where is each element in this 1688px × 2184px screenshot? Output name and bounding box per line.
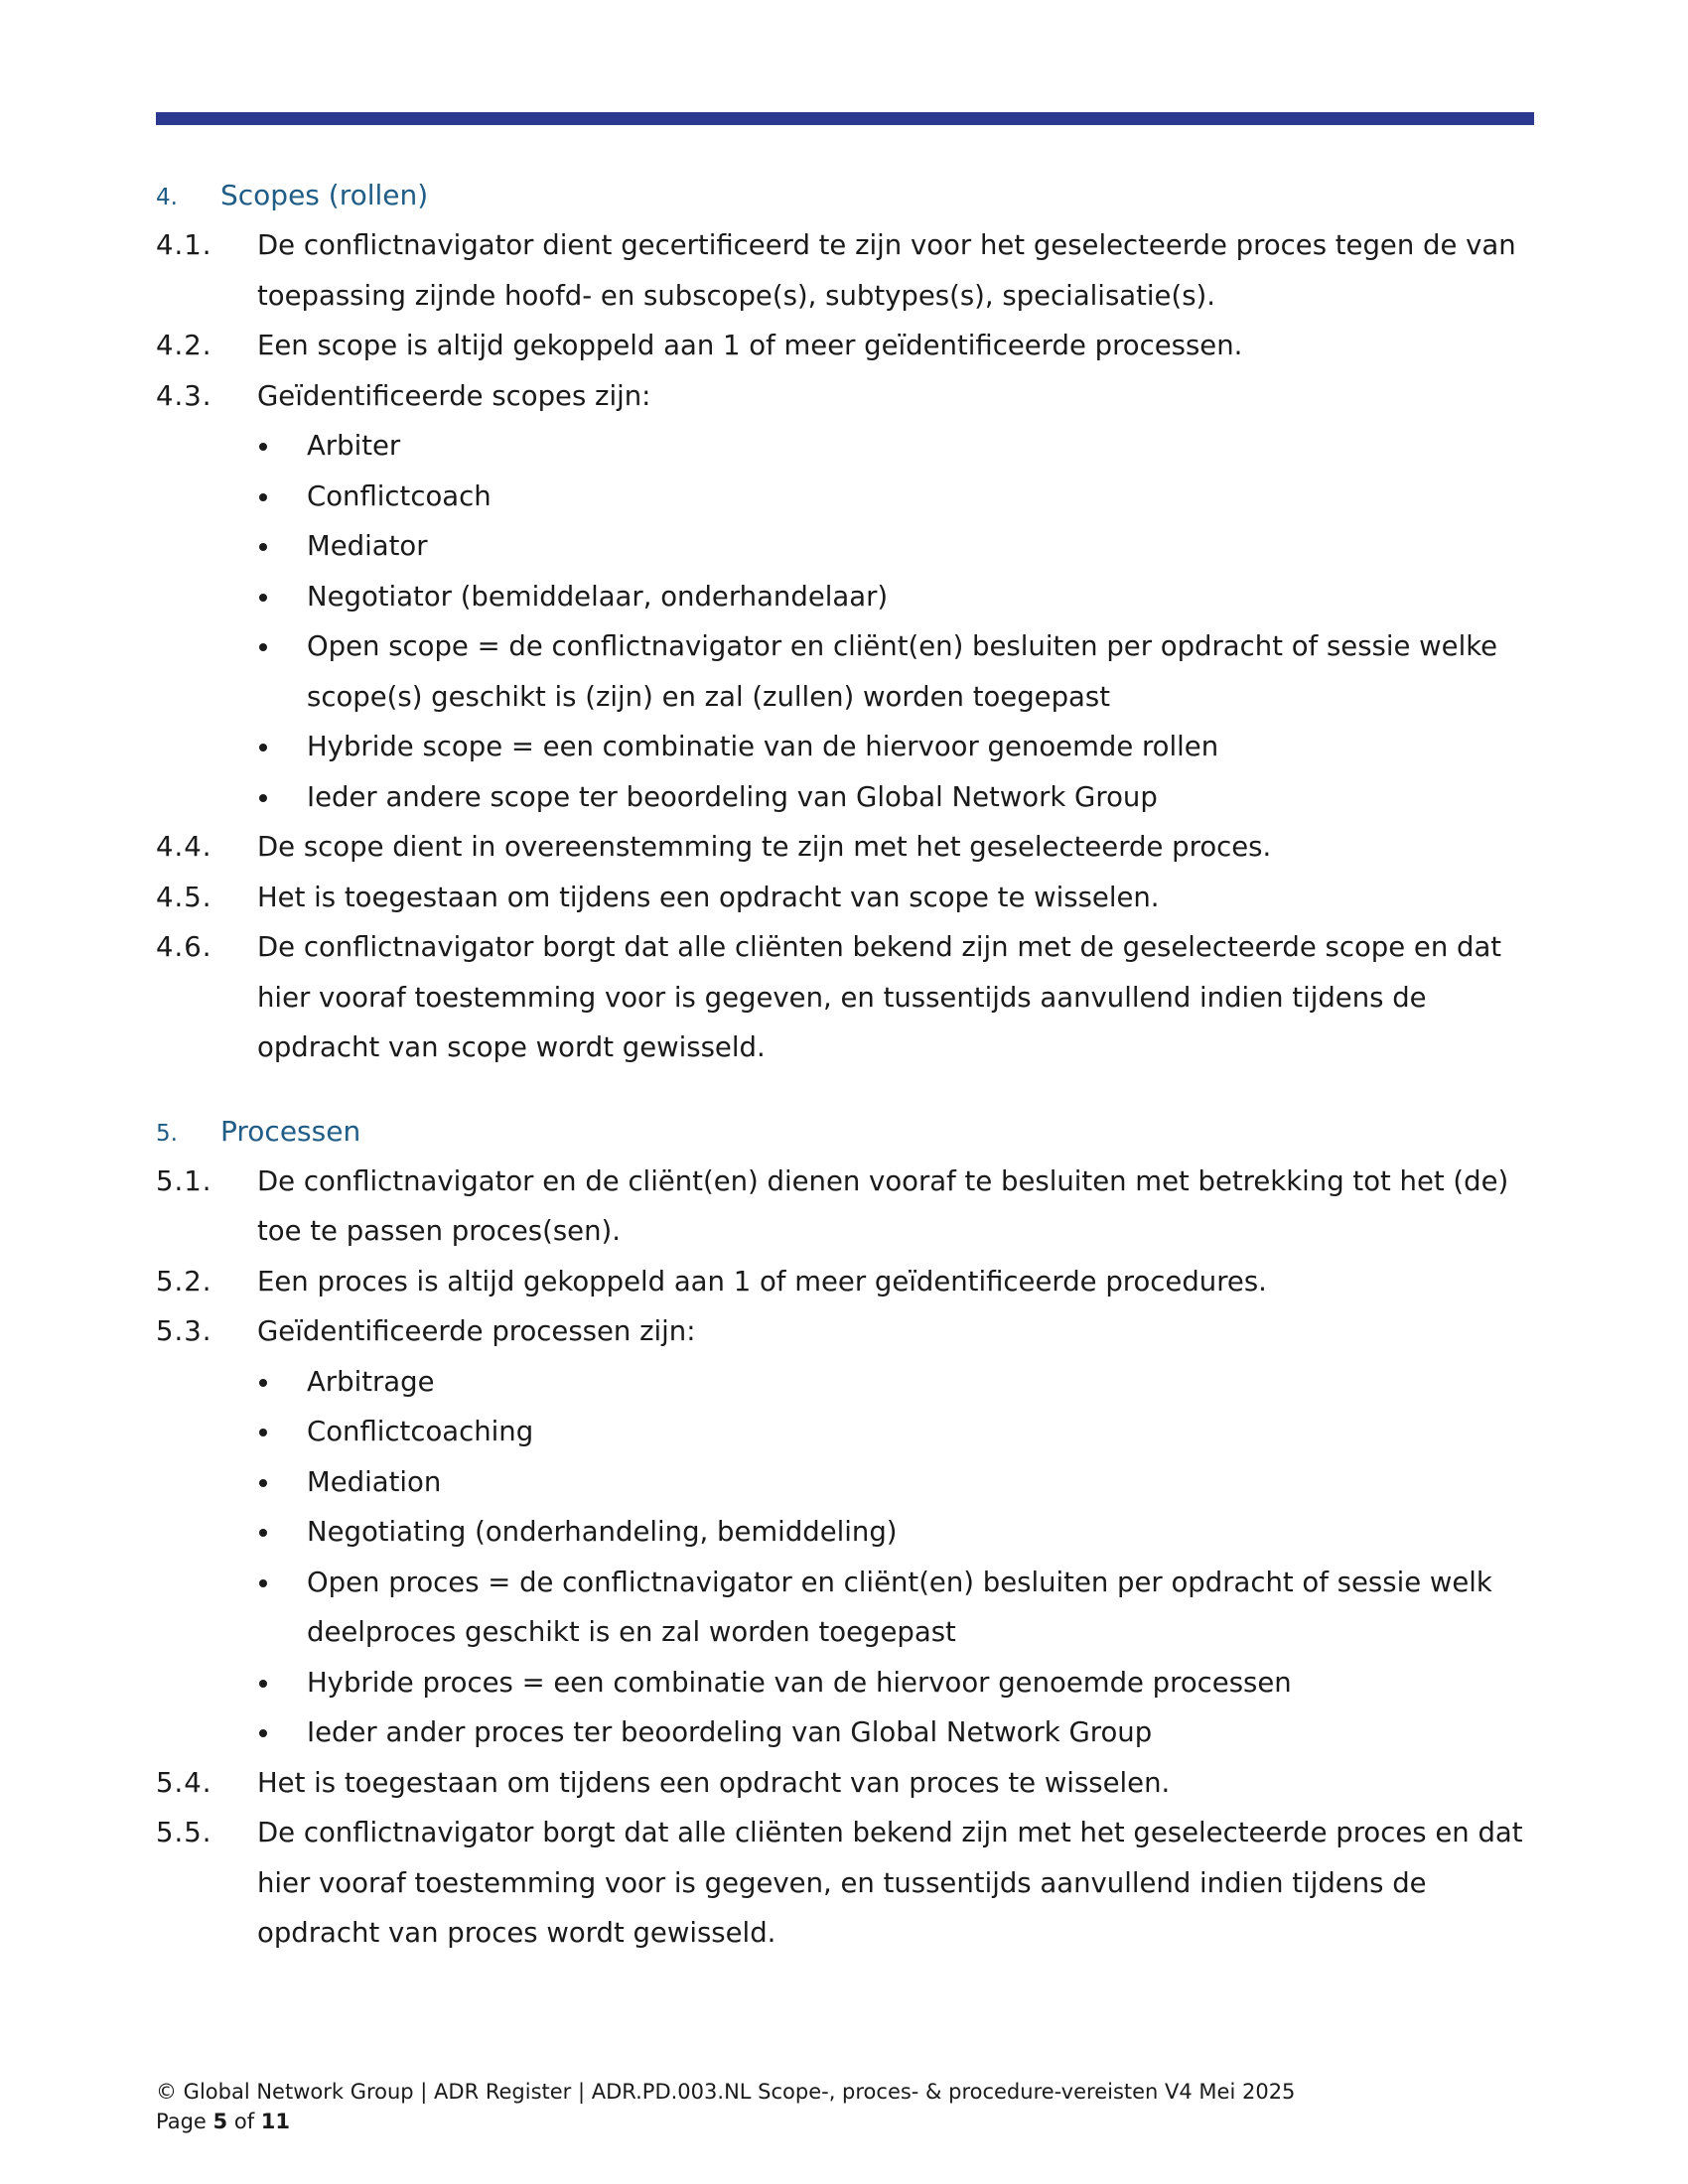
clause-text: Geïdentificeerde scopes zijn: <box>257 379 651 412</box>
clause-number: 5.1. <box>156 1164 212 1197</box>
bullet-icon <box>257 1357 307 1408</box>
bullet-icon <box>257 772 307 823</box>
page-current: 5 <box>212 2110 228 2133</box>
page-word: Page <box>156 2110 207 2133</box>
section-title: Processen <box>220 1114 361 1148</box>
bullet-icon <box>257 421 307 472</box>
list-item <box>257 421 1536 472</box>
clause-text: Het is toegestaan om tijdens een opdracht van proces te wisselen. <box>257 1766 1171 1799</box>
list-item <box>257 621 1536 722</box>
list-item-text: Conflictcoaching <box>307 1416 534 1447</box>
list-item-text: Open scope = de conflictnavigator en cliënt(en) besluiten per opdracht of sessie welke scope(s) geschikt is (zijn) en zal (zullen) worden toegepast <box>307 630 1498 713</box>
clause-5-4 <box>156 1758 1536 1809</box>
page-number <box>156 2107 1295 2136</box>
clause-text: De conflictnavigator borgt dat alle cliënten bekend zijn met de geselecteerde scope en dat hier vooraf toestemming voor is gegeven, en tussentijds aanvullend indien tijdens de opdracht van scope wordt gewisseld. <box>257 931 1502 1063</box>
list-item-text: Hybride scope = een combinatie van de hiervoor genoemde rollen <box>307 731 1219 762</box>
clause-text: De conflictnavigator borgt dat alle cliënten bekend zijn met het geselecteerde proces en dat hier vooraf toestemming voor is gegeven, en tussentijds aanvullend indien tijdens de opdracht van proces wordt gewisseld. <box>257 1817 1523 1949</box>
clause-text: De conflictnavigator en de cliënt(en) dienen vooraf te besluiten met betrekking tot het (de) toe te passen proces(sen). <box>257 1164 1509 1247</box>
clause-text: Geïdentificeerde processen zijn: <box>257 1315 696 1347</box>
list-item-text: Ieder ander proces ter beoordeling van Global Network Group <box>307 1716 1153 1748</box>
clause-text: De scope dient in overeenstemming te zijn met het geselecteerde proces. <box>257 831 1272 863</box>
clause-text: Het is toegestaan om tijdens een opdracht van scope te wisselen. <box>257 881 1160 913</box>
clause-4-3 <box>156 371 1536 422</box>
clause-number: 5.3. <box>156 1315 212 1347</box>
list-item <box>257 1707 1536 1758</box>
scope-list <box>156 421 1536 822</box>
list-item <box>257 722 1536 772</box>
page-of: of <box>233 2110 255 2133</box>
bullet-icon <box>257 1407 307 1457</box>
process-list <box>156 1357 1536 1758</box>
bullet-icon <box>257 1507 307 1558</box>
clause-4-6 <box>156 922 1536 1073</box>
list-item-text: Open proces = de conflictnavigator en cliënt(en) besluiten per opdracht of sessie welk deelproces geschikt is en zal worden toegepast <box>307 1566 1492 1648</box>
list-item-text: Negotiating (onderhandeling, bemiddeling) <box>307 1516 898 1548</box>
clause-5-1 <box>156 1157 1536 1257</box>
clause-number: 5.5. <box>156 1817 212 1848</box>
clause-4-5 <box>156 873 1536 923</box>
list-item-text: Arbitrage <box>307 1365 435 1398</box>
list-item-text: Conflictcoach <box>307 479 492 512</box>
section-title: Scopes (rollen) <box>220 179 429 211</box>
clause-text: Een proces is altijd gekoppeld aan 1 of meer geïdentificeerde procedures. <box>257 1265 1267 1297</box>
list-item <box>257 1357 1536 1408</box>
section-number: 5. <box>156 1120 178 1147</box>
list-item <box>257 1457 1536 1508</box>
bullet-icon <box>257 521 307 572</box>
clause-5-2 <box>156 1257 1536 1307</box>
bullet-icon <box>257 572 307 622</box>
list-item-text: Negotiator (bemiddelaar, onderhandelaar) <box>307 580 889 613</box>
clause-number: 4.4. <box>156 831 212 863</box>
list-item <box>257 772 1536 823</box>
clause-4-4 <box>156 822 1536 873</box>
bullet-icon <box>257 722 307 772</box>
section-number: 4. <box>156 185 178 210</box>
clause-4-1 <box>156 220 1536 321</box>
list-item-text: Hybride proces = een combinatie van de hiervoor genoemde processen <box>307 1666 1292 1699</box>
list-item <box>257 521 1536 572</box>
bullet-icon <box>257 1558 307 1658</box>
section-4-heading <box>156 171 1536 220</box>
list-item <box>257 1558 1536 1658</box>
document-body <box>156 171 1536 1959</box>
clause-5-5 <box>156 1808 1536 1959</box>
list-item <box>257 1658 1536 1708</box>
clause-5-3 <box>156 1306 1536 1357</box>
clause-number: 5.2. <box>156 1265 212 1297</box>
clause-number: 4.3. <box>156 379 212 412</box>
bullet-icon <box>257 1707 307 1758</box>
clause-text: De conflictnavigator dient gecertificeerd te zijn voor het geselecteerde proces tegen de van toepassing zijnde hoofd- en subscope(s), subtypes(s), specialisatie(s). <box>257 229 1516 312</box>
list-item <box>257 1407 1536 1457</box>
section-5-heading <box>156 1107 1536 1157</box>
clause-number: 4.6. <box>156 931 212 963</box>
clause-number: 4.1. <box>156 229 212 261</box>
bullet-icon <box>257 1658 307 1708</box>
list-item <box>257 472 1536 522</box>
clause-4-2 <box>156 321 1536 371</box>
list-item-text: Arbiter <box>307 430 401 462</box>
page-footer <box>156 2077 1295 2136</box>
list-item-text: Mediation <box>307 1465 442 1498</box>
footer-copyright: © Global Network Group | ADR Register | ADR.PD.003.NL Scope-, proces- & procedure-vereisten V4 Mei 2025 <box>156 2080 1296 2104</box>
list-item-text: Ieder andere scope ter beoordeling van Global Network Group <box>307 780 1158 813</box>
clause-number: 4.2. <box>156 330 212 361</box>
list-item <box>257 1507 1536 1558</box>
bullet-icon <box>257 621 307 722</box>
page-total: 11 <box>260 2110 291 2133</box>
bullet-icon <box>257 1457 307 1508</box>
bullet-icon <box>257 472 307 522</box>
list-item-text: Mediator <box>307 530 428 562</box>
clause-number: 4.5. <box>156 881 212 913</box>
clause-text: Een scope is altijd gekoppeld aan 1 of meer geïdentificeerde processen. <box>257 330 1243 361</box>
list-item <box>257 572 1536 622</box>
header-rule <box>156 112 1534 125</box>
clause-number: 5.4. <box>156 1766 212 1799</box>
